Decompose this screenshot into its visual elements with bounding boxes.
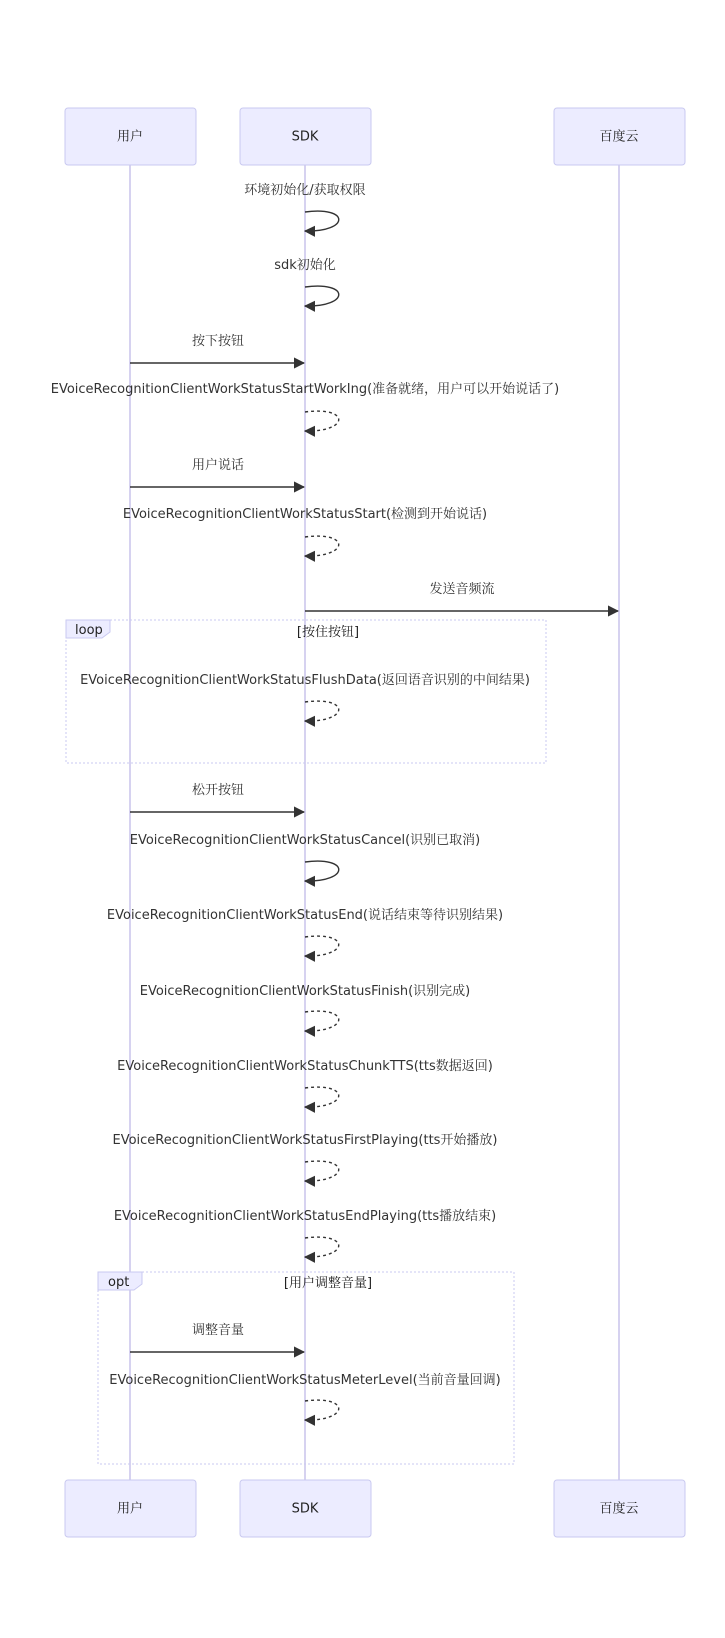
message-label-user-speak: 用户说话 <box>191 458 245 473</box>
actor-label-user-bottom: 用户 <box>116 1501 144 1517</box>
actor-box-user-bottom <box>65 1480 196 1537</box>
actor-label-sdk-top: SDK <box>291 129 319 145</box>
actor-box-sdk-top <box>240 108 371 165</box>
loop-frame-type: loop <box>75 623 103 638</box>
message-label-status-flush-data: EVoiceRecognitionClientWorkStatusFlushData(返回语音识别的中间结果) <box>80 673 530 688</box>
message-label-env-init: 环境初始化/获取权限 <box>244 183 366 198</box>
message-label-status-first-playing: EVoiceRecognitionClientWorkStatusFirstPlaying(tts开始播放) <box>112 1133 498 1148</box>
message-release-button <box>130 782 304 812</box>
actor-label-user-top: 用户 <box>116 129 144 145</box>
message-label-release-button: 松开按钮 <box>191 783 245 798</box>
message-label-status-end-playing: EVoiceRecognitionClientWorkStatusEndPlaying(tts播放结束) <box>113 1209 497 1224</box>
message-label-status-start: EVoiceRecognitionClientWorkStatusStart(检测到开始说话) <box>122 507 488 522</box>
actor-label-cloud-top: 百度云 <box>599 129 639 145</box>
message-send-audio <box>305 581 618 611</box>
opt-frame-type: opt <box>108 1275 130 1290</box>
message-label-status-meter-level: EVoiceRecognitionClientWorkStatusMeterLevel(当前音量回调) <box>109 1373 501 1388</box>
message-label-adjust-volume: 调整音量 <box>191 1323 245 1338</box>
message-label-status-chunk-tts: EVoiceRecognitionClientWorkStatusChunkTTS(tts数据返回) <box>117 1059 493 1074</box>
actor-box-sdk-bottom <box>240 1480 371 1537</box>
message-adjust-volume <box>130 1322 304 1352</box>
message-label-press-button: 按下按钮 <box>191 334 245 349</box>
actor-label-cloud-bottom: 百度云 <box>599 1501 639 1517</box>
message-sdk-init <box>274 258 339 306</box>
message-label-status-finish: EVoiceRecognitionClientWorkStatusFinish(识别完成) <box>139 984 471 999</box>
message-label-sdk-init: sdk初始化 <box>274 258 336 273</box>
actor-box-cloud-bottom <box>554 1480 685 1537</box>
message-label-status-start-working: EVoiceRecognitionClientWorkStatusStartWorkIng(准备就绪，用户可以开始说话了) <box>50 382 560 397</box>
message-label-status-cancel: EVoiceRecognitionClientWorkStatusCancel(识别已取消) <box>129 833 481 848</box>
message-press-button <box>130 333 304 363</box>
message-label-send-audio: 发送音频流 <box>429 582 495 597</box>
message-user-speak <box>130 458 304 487</box>
actor-label-sdk-bottom: SDK <box>291 1501 319 1517</box>
actor-box-cloud-top <box>554 108 685 165</box>
message-label-status-end: EVoiceRecognitionClientWorkStatusEnd(说话结束等待识别结果) <box>106 908 504 923</box>
loop-frame-label: [按住按钮] <box>296 625 360 640</box>
opt-frame-label: [用户调整音量] <box>283 1276 373 1291</box>
actor-box-user-top <box>65 108 196 165</box>
